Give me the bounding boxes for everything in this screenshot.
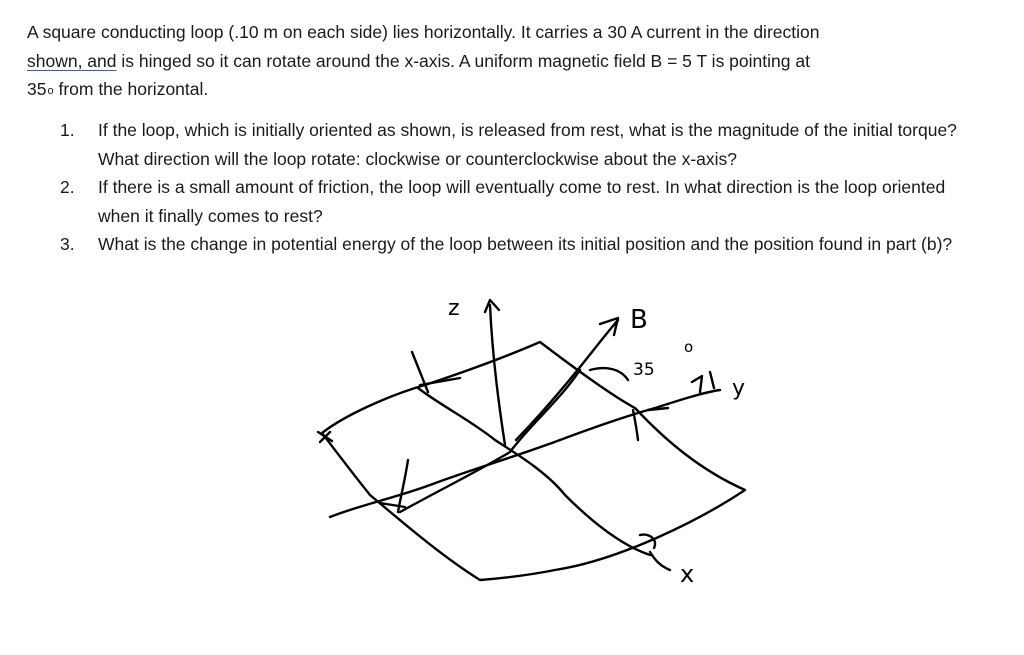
question-number: 1.	[60, 120, 75, 140]
angle-arc	[590, 368, 628, 380]
question-text: What is the change in potential energy of the loop between its initial position and the position found in part (b)?	[98, 234, 953, 254]
question-number: 2.	[60, 177, 75, 197]
z-arrowhead	[485, 300, 499, 312]
question-text: If the loop, which is initially oriented as shown, is released from rest, what is the magnitude of the initial torque? What direction will the loop rotate: clockwise or counterclockwise about the x-axis?	[98, 120, 957, 169]
question-text: If there is a small amount of friction, the loop will eventually come to rest. In what direction is the loop oriented when it finally comes to rest?	[98, 177, 946, 226]
corner-tick-bottom-left	[380, 460, 408, 512]
angle-value: 35	[27, 79, 47, 99]
x-label: x	[680, 560, 695, 588]
z-label: z	[448, 296, 460, 321]
corner-tick-left	[318, 432, 332, 442]
b-field-arrow	[516, 320, 618, 440]
intro-underlined-text: shown, and	[27, 50, 117, 71]
z-axis-line	[490, 305, 505, 445]
angle-degree-mark: o	[684, 338, 694, 356]
loop-inner-line-1	[418, 388, 650, 555]
intro-line-2: is hinged so it can rotate around the x-axis. A uniform magnetic field B = 5 T is pointing at	[116, 50, 810, 71]
b-label: B	[630, 305, 648, 335]
angle-label: 35	[633, 360, 655, 380]
loop-outer-edge	[322, 342, 745, 580]
intro-line-1: A square conducting loop (.10 m on each side) lies horizontally. It carries a 30 A current in the direction	[27, 22, 820, 42]
y-axis-arrow-mark	[692, 376, 702, 392]
question-number: 3.	[60, 234, 75, 254]
degree-symbol: o	[47, 85, 54, 97]
y-axis-arrow-mark-2	[710, 372, 714, 388]
intro-line-3: from the horizontal.	[53, 79, 209, 99]
y-label: y	[732, 376, 746, 401]
